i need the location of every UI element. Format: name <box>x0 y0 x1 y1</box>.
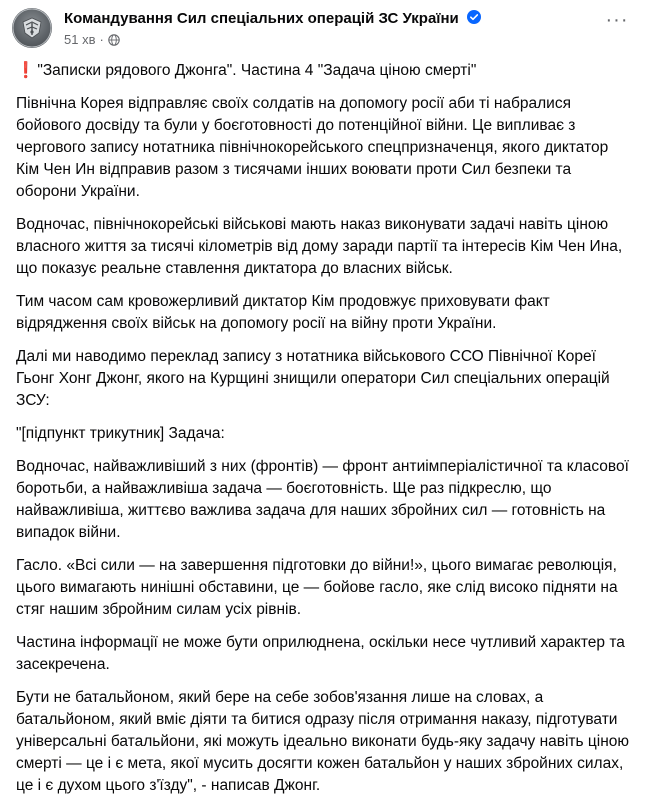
post-paragraph: "[підпункт трикутник] Задача: <box>16 425 225 442</box>
post-title-text: "Записки рядового Джонга". Частина 4 "Задача ціною смерті" <box>37 62 477 79</box>
post-paragraph: Гасло. «Всі сили — на завершення підготовки до війни!», цього вимагає революція, цього вимагають нинішні обставини, це — бойове гасло, яке слід високо підняти на стяг нашим збройним силам усіх рівнів. <box>16 557 618 618</box>
post-title <box>16 60 632 82</box>
page-name[interactable]: Командування Сил спеціальних операцій ЗС України <box>64 10 459 27</box>
globe-icon[interactable] <box>108 34 120 46</box>
page-avatar[interactable] <box>12 8 52 48</box>
sso-emblem-icon <box>12 8 52 48</box>
page-name-link[interactable] <box>64 10 481 27</box>
post-paragraph: Далі ми наводимо переклад запису з нотатника військового ССО Північної Кореї Гьонг Хонг Джонг, якого на Курщині знищили оператори Сил спеціальних операцій ЗСУ: <box>16 348 610 409</box>
post-meta <box>64 32 120 47</box>
post-paragraph: Тим часом сам кровожерливий диктатор Кім продовжує приховувати факт відрядження своїх військ на допомогу росії на війну проти України. <box>16 293 550 332</box>
post-paragraph: Бути не батальйоном, який бере на себе зобов'язання лише на словах, а батальйоном, який вміє діяти та битися одразу після отримання наказу, підготувати універсальні батальйони, які можуть ідеально виконати будь-яку задачу навіть ціною смерті — це і є мета, якої мусить досягти кожен батальйон у наших збройних силах, це і є духом цього з'їзду", - написав Джонг. <box>16 689 630 794</box>
exclamation-icon: ❗ <box>16 62 36 79</box>
more-options-icon[interactable]: ··· <box>605 9 629 31</box>
post-paragraph: Водночас, найважливіший з них (фронтів) — фронт антиімперіалістичної та класової боротьби, а найважливіша задача — боєготовність. Ще раз підкреслю, що найважливіша, життєво важлива задача для наших збройних сил — готовність на випадок війни. <box>16 458 629 541</box>
meta-separator: · <box>99 32 104 47</box>
post-paragraph: Частина інформації не може бути оприлюднена, оскільки несе чутливий характер та засекречена. <box>16 634 625 673</box>
post-header <box>12 8 632 52</box>
post-paragraph: Водночас, північнокорейські військові мають наказ виконувати задачі навіть ціною власного життя за тисячі кілометрів від дому заради партії та інтересів Кім Чен Ина, що показує реальне ставлення диктатора до власних військ. <box>16 216 623 277</box>
post-timestamp[interactable]: 51 хв <box>64 32 96 47</box>
post-paragraph: Північна Корея відправляє своїх солдатів на допомогу росії аби ті набралися бойового досвіду та були у боєготовності до потенційної війни. Це випливає з чергового запису нотатника північнокорейського спецпризначенця, якого диктатор Кім Чен Ин відправив разом з тисячами інших воювати проти Сил безпеки та оборони України. <box>16 95 609 200</box>
verified-badge-icon <box>467 10 481 24</box>
post-body <box>16 60 632 808</box>
